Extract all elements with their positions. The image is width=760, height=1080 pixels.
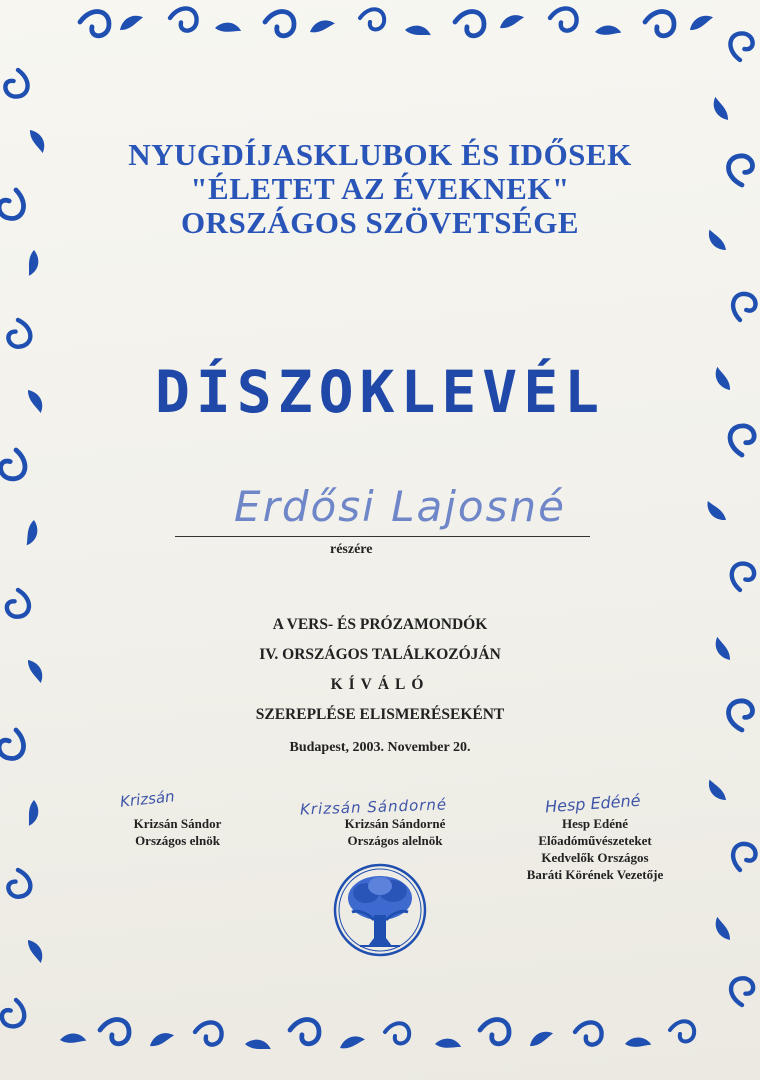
- citation-line-4: SZEREPLÉSE ELISMERÉSEKÉNT: [255, 706, 505, 723]
- issue-date: Budapest, 2003. November 20.: [289, 740, 471, 755]
- border-bottom: [60, 1020, 694, 1055]
- signature-3: Hesp Edéné: [544, 790, 642, 817]
- recipient-suffix: részére: [330, 542, 373, 557]
- signatory-2-role: Országos alelnök: [347, 833, 443, 848]
- border-top: [80, 8, 715, 40]
- citation-line-2: IV. ORSZÁGOS TALÁLKOZÓJÁN: [259, 646, 501, 663]
- signatory-3-role-2: Kedvelők Országos: [541, 850, 649, 865]
- signatory-3-name: Hesp Edéné: [561, 816, 629, 831]
- signatory-3-role-1: Előadóművészeteket: [538, 833, 652, 848]
- recipient-name: Erdősi Lajosné: [234, 482, 566, 531]
- signatory-3-role-3: Baráti Körének Vezetője: [526, 867, 664, 882]
- tree-emblem-icon: [330, 860, 430, 960]
- organization-name-line-3: ORSZÁGOS SZÖVETSÉGE: [181, 205, 579, 240]
- signatory-1-role: Országos elnök: [135, 833, 220, 848]
- signature-2: Krizsán Sándorné: [299, 795, 448, 819]
- signatory-2-name: Krizsán Sándorné: [344, 816, 446, 831]
- citation-line-1: A VERS- ÉS PRÓZAMONDÓK: [272, 616, 488, 633]
- citation-line-3: KÍVÁLÓ: [330, 676, 430, 693]
- signature-1: Krizsán: [119, 787, 176, 811]
- organization-name-line-1: NYUGDÍJASKLUBOK ÉS IDŐSEK: [128, 137, 632, 172]
- recipient-underline: [175, 536, 590, 537]
- organization-name-line-2: "ÉLETET AZ ÉVEKNEK": [190, 171, 570, 206]
- signatory-1-name: Krizsán Sándor: [133, 816, 222, 831]
- certificate-title: DÍSZOKLEVÉL: [154, 358, 606, 426]
